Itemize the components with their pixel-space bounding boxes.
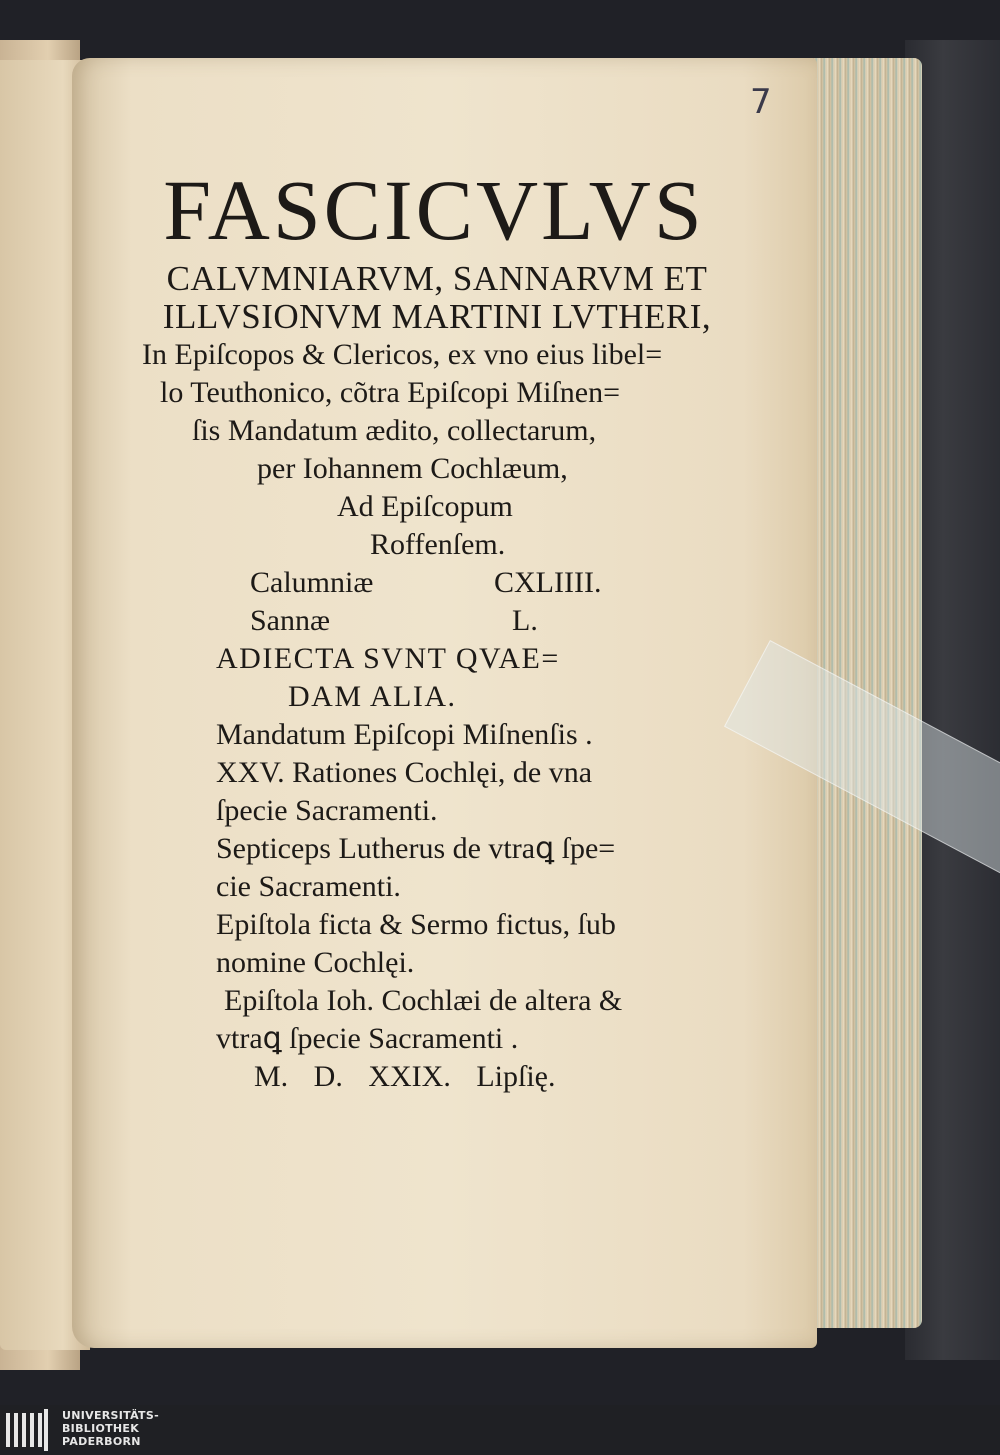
body-line-3: ſis Mandatum ædito, collectarum, <box>192 414 597 447</box>
book-title: FASCICVLVS <box>163 162 705 258</box>
count-value: L. <box>512 604 538 637</box>
adiecta-line-2: DAM ALIA. <box>288 680 457 713</box>
count-label: Calumniæ <box>250 566 374 599</box>
contents-line-9: vtraꝗ ſpecie Sacramenti . <box>216 1022 519 1055</box>
body-line-1: In Epiſcopos & Clericos, ex vno eius libel= <box>142 338 663 371</box>
logo-line-2: BIBLIOTHEK <box>62 1422 140 1435</box>
body-line-2: lo Teuthonico, cõtra Epiſcopi Miſnen= <box>160 376 621 409</box>
contents-line-2: XXV. Rationes Cochlęi, de vna <box>216 756 593 789</box>
contents-line-6: Epiſtola ficta & Sermo fictus, ſub <box>216 908 616 941</box>
body-line-6: Roffenſem. <box>370 528 506 561</box>
library-logo-text <box>62 1409 159 1448</box>
imprint: M. D. XXIX. Lipſię. <box>254 1060 556 1093</box>
count-row-calumniae <box>112 564 762 602</box>
count-row-sannae <box>112 602 762 640</box>
contents-line-4: Septiceps Lutherus de vtraꝗ ſpe= <box>216 832 616 865</box>
contents-line-5: cie Sacramenti. <box>216 870 401 903</box>
contents-line-1: Mandatum Epiſcopi Miſnenſis . <box>216 718 593 751</box>
body-line-4: per Iohannem Cochlæum, <box>257 452 568 485</box>
count-value: CXLIIII. <box>494 566 602 599</box>
logo-line-3: PADERBORN <box>62 1435 141 1448</box>
title-page-text <box>112 160 762 1096</box>
logo-line-1: UNIVERSITÄTS- <box>62 1409 159 1422</box>
adiecta-line-1: ADIECTA SVNT QVAE= <box>216 642 560 675</box>
library-logo-icon <box>2 1407 50 1453</box>
contents-line-7: nomine Cochlęi. <box>216 946 415 979</box>
contents-line-8: Epiſtola Ioh. Cochlæi de altera & <box>224 984 623 1017</box>
folio-number: 7 <box>750 82 772 122</box>
body-line-5: Ad Epiſcopum <box>337 490 513 523</box>
subtitle-caps-2: ILLVSIONVM MARTINI LVTHERI, <box>162 297 712 336</box>
count-label: Sannæ <box>250 604 331 637</box>
contents-line-3: ſpecie Sacramenti. <box>216 794 438 827</box>
subtitle-caps-1: CALVMNIARVM, SANNARVM ET <box>166 259 708 298</box>
